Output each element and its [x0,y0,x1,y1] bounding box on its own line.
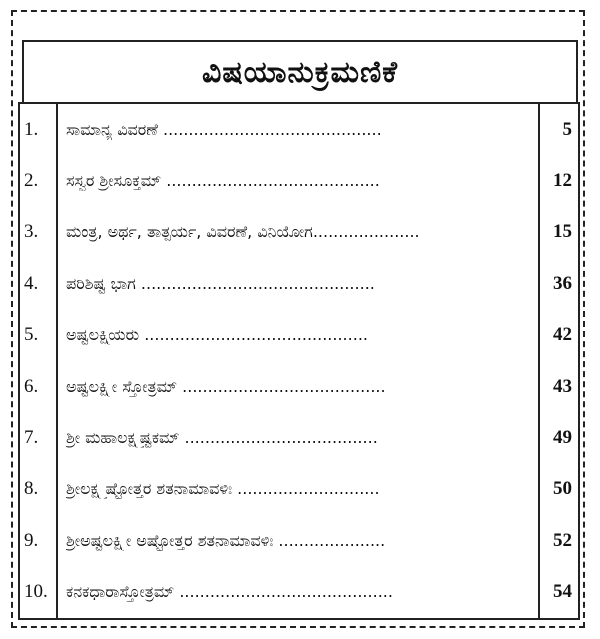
title-box [22,40,578,102]
entry-page-number: 36 [553,272,572,294]
entry-title: ಮಂತ್ರ, ಅರ್ಥ, ತಾತ್ಪರ್ಯ, ವಿವರಣೆ, ವಿನಿಯೋಗ..................... [66,222,420,242]
entry-number: 7. [24,426,39,448]
toc-entry [20,464,578,515]
entry-title: ಸಾಮಾನ್ಯ ವಿವರಣೆ ........................................... [66,119,382,139]
entry-number: 9. [24,529,39,551]
toc-entry [20,310,578,361]
entry-number: 1. [24,118,39,140]
entry-page-number: 5 [562,118,572,140]
toc-entry [20,155,578,206]
entry-number: 10. [24,581,48,603]
entry-page-number: 15 [553,221,572,243]
entry-number: 2. [24,169,39,191]
entry-title: ಕನಕಧಾರಾಸ್ತೋತ್ರಮ್ .......................................... [66,582,393,602]
entry-page-number: 50 [553,478,572,500]
entry-title: ಅಷ್ಟಲಕ್ಷ್ಮಿಯರು ............................................ [66,325,368,345]
entry-page-number: 12 [553,169,572,191]
entry-title: ಶ್ರೀಅಷ್ಟಲಕ್ಷ್ಮೀ ಅಷ್ಟೋತ್ತರ ಶತನಾಮಾವಳಿಃ ..................... [66,530,386,550]
page-title: ವಿಷಯಾನುಕ್ರಮಣಿಕೆ [202,54,398,90]
entry-page-number: 54 [553,581,572,603]
entry-title: ಪರಿಶಿಷ್ಟ ಭಾಗ .............................................. [66,273,375,293]
entry-title: ಸಸ್ವರ ಶ್ರೀಸೂಕ್ತಮ್ .......................................... [66,170,380,190]
entry-page-number: 43 [553,375,572,397]
entry-number: 5. [24,324,39,346]
toc-entry [20,567,578,618]
entry-page-number: 52 [553,529,572,551]
toc-entry [20,361,578,412]
entry-number: 4. [24,272,39,294]
entry-page-number: 49 [553,426,572,448]
entry-page-number: 42 [553,324,572,346]
toc-entry [20,515,578,566]
entry-title: ಶ್ರೀ ಮಹಾಲಕ್ಷ್ಮ್ಯಷ್ಟಕಮ್ ...................................... [66,427,378,447]
entry-number: 6. [24,375,39,397]
toc-entry [20,258,578,309]
entry-title: ಅಷ್ಟಲಕ್ಷ್ಮೀ ಸ್ತೋತ್ರಮ್ ........................................ [66,376,386,396]
toc-entry [20,104,578,155]
toc-entry [20,207,578,258]
entry-number: 3. [24,221,39,243]
entry-number: 8. [24,478,39,500]
contents-table [18,102,580,620]
entry-title: ಶ್ರೀಲಕ್ಷ್ಮ್ಯಷ್ಟೋತ್ತರ ಶತನಾಮಾವಳಿಃ ............................ [66,479,380,499]
toc-entry [20,412,578,463]
